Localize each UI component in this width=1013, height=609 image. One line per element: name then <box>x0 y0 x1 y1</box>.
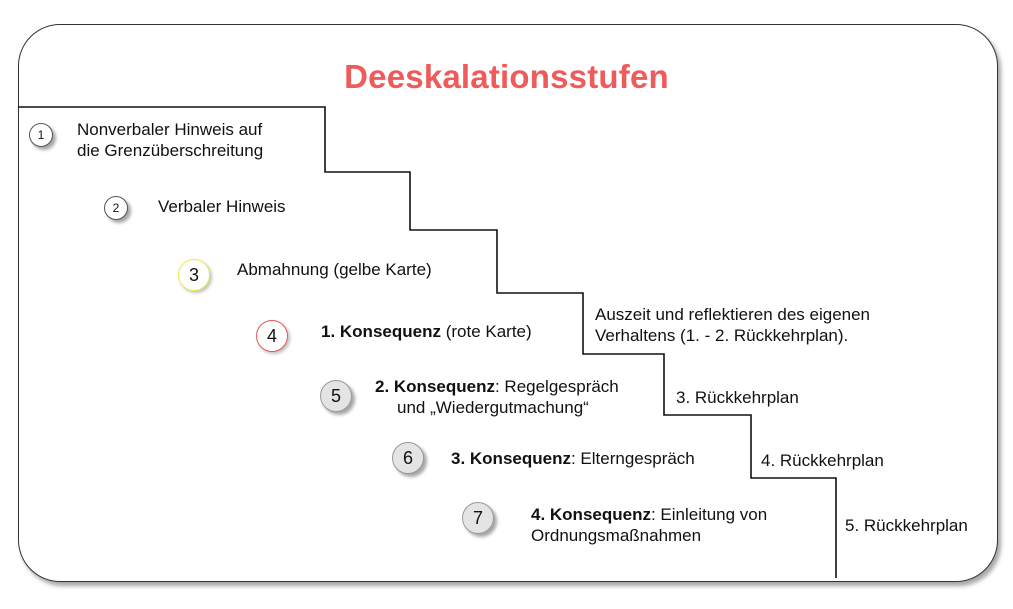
step-7-badge: 7 <box>462 502 494 534</box>
step-3-badge: 3 <box>178 259 210 291</box>
step-6-consequence: 3. Konsequenz <box>451 449 571 468</box>
step-2-badge: 2 <box>104 196 128 220</box>
side-note-1 <box>595 304 870 346</box>
step-3-label: Abmahnung (gelbe Karte) <box>237 260 432 279</box>
step-1-label <box>77 119 263 161</box>
side-note-2: 3. Rückkehrplan <box>676 388 799 407</box>
step-6-badge: 6 <box>392 442 424 474</box>
step-6-detail: : Elterngespräch <box>570 449 695 468</box>
side-note-4: 5. Rückkehrplan <box>845 516 968 535</box>
step-4-label <box>321 321 532 342</box>
step-5-badge: 5 <box>320 380 352 412</box>
side-note-1-line1: Auszeit und reflektieren des eigenen <box>595 305 871 324</box>
step-7-detail: : Einleitung von <box>650 505 768 524</box>
step-2-label: Verbaler Hinweis <box>158 197 286 216</box>
step-1-badge: 1 <box>29 123 53 147</box>
diagram-title: Deeskalationsstufen <box>344 58 669 95</box>
step-7-line2: Ordnungsmaßnahmen <box>531 526 702 545</box>
step-5-label <box>375 376 619 418</box>
step-6-label <box>451 448 695 469</box>
step-4-consequence: 1. Konsequenz <box>321 322 441 341</box>
step-1-line2: die Grenzüberschreitung <box>77 141 264 160</box>
step-4-badge: 4 <box>256 320 288 352</box>
side-note-3: 4. Rückkehrplan <box>761 451 884 470</box>
step-7-label <box>531 504 767 546</box>
step-1-line1: Nonverbaler Hinweis auf <box>77 120 263 139</box>
step-5-detail: : Regelgespräch <box>494 377 619 396</box>
step-4-detail: (rote Karte) <box>440 322 532 341</box>
step-5-line2: und „Wiedergutmachung“ <box>397 398 589 417</box>
step-5-consequence: 2. Konsequenz <box>375 377 495 396</box>
step-7-consequence: 4. Konsequenz <box>531 505 651 524</box>
side-note-1-line2: Verhaltens (1. - 2. Rückkehrplan). <box>595 326 849 345</box>
